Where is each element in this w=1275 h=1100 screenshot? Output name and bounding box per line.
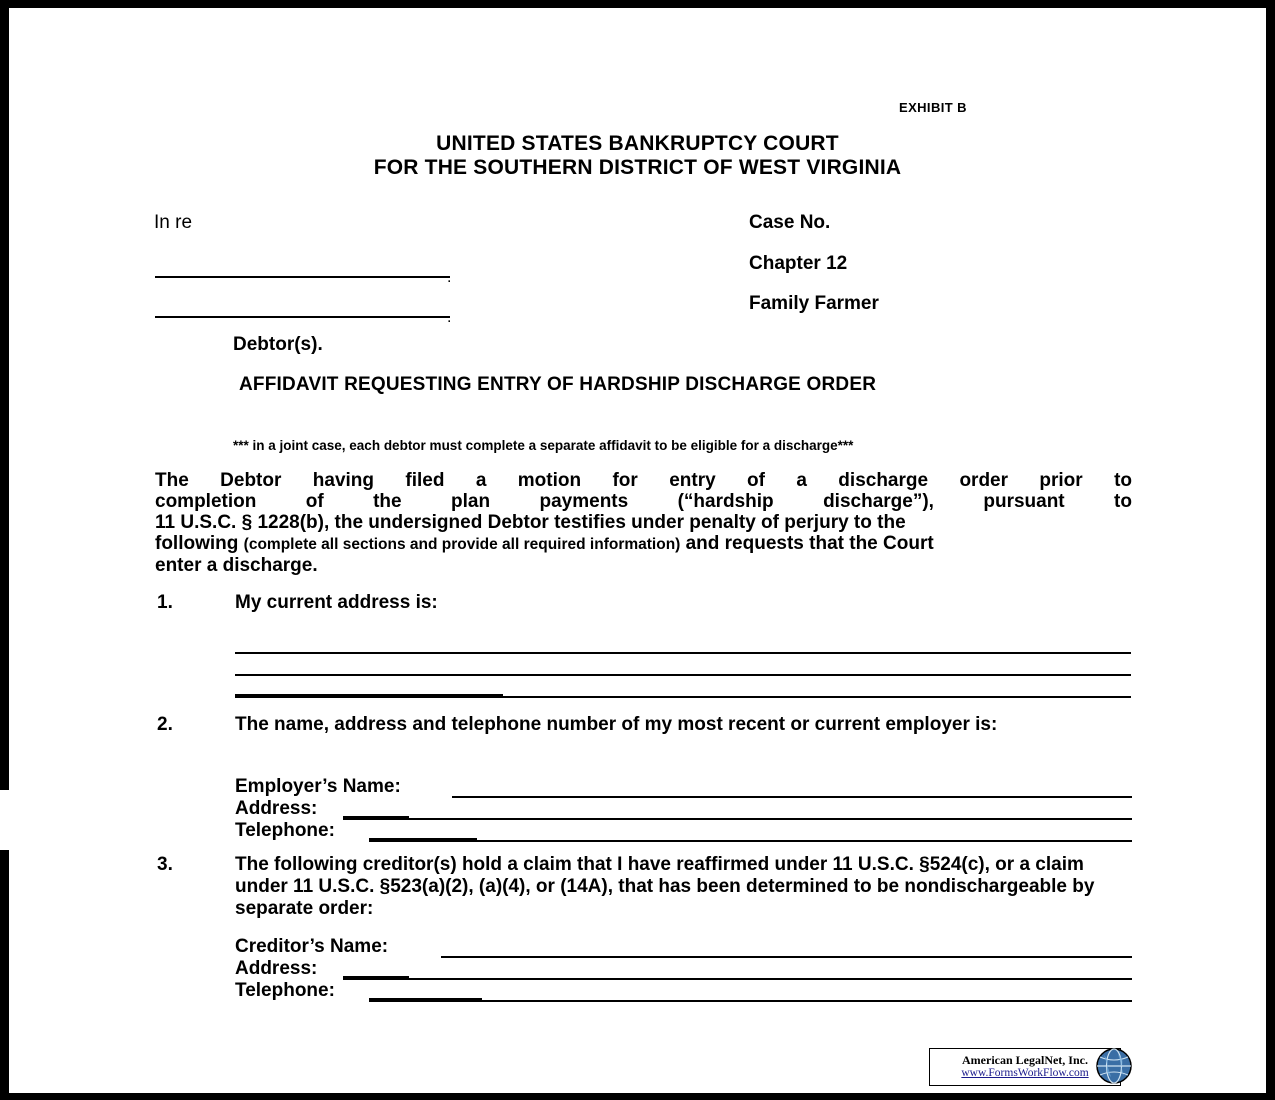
creditor-address-label: Address:	[235, 958, 318, 979]
creditor-telephone-input-overstrike	[369, 998, 482, 1001]
vendor-name: American LegalNet, Inc.	[962, 1053, 1088, 1067]
employer-telephone-input[interactable]	[369, 840, 1132, 842]
intro-line-1: The Debtor having filed a motion for entry of a discharge order prior to	[155, 470, 1132, 491]
scan-edge-left	[0, 0, 9, 1100]
employer-address-input-overstrike	[343, 816, 409, 819]
employer-address-label: Address:	[235, 798, 318, 819]
exhibit-label: EXHIBIT B	[899, 100, 967, 115]
intro-line-4-pre: following	[155, 533, 244, 554]
creditor-address-input[interactable]	[343, 978, 1132, 980]
item-1-number: 1.	[157, 592, 173, 613]
item-3-text: The following creditor(s) hold a claim that I have reaffirmed under 11 U.S.C. §524(c), or a claim under 11 U.S.C. §523(a)(2), (a)(4), or (14A), that has been determined to be nondischargeable by separate order:	[235, 854, 1095, 919]
creditor-telephone-input[interactable]	[369, 1000, 1132, 1002]
creditor-telephone-label: Telephone:	[235, 980, 335, 1001]
scan-edge-left-gap	[0, 790, 9, 850]
employer-name-label: Employer’s Name:	[235, 776, 401, 797]
item-1-address-line-2[interactable]	[235, 674, 1131, 676]
item-1-text: My current address is:	[235, 592, 438, 613]
court-heading-line1: UNITED STATES BANKRUPTCY COURT	[436, 132, 839, 155]
debtor-name-line-1[interactable]	[155, 276, 450, 278]
debtor-name-line-2[interactable]	[155, 316, 450, 318]
court-heading	[9, 132, 1266, 180]
employer-address-input[interactable]	[343, 818, 1132, 820]
chapter-label: Chapter 12	[749, 253, 848, 274]
intro-line-4-post: and requests that the Court	[680, 533, 934, 554]
item-2-text: The name, address and telephone number of my most recent or current employer is:	[235, 714, 998, 735]
form-sheet	[9, 8, 1266, 1093]
joint-case-note: *** in a joint case, each debtor must complete a separate affidavit to be eligible for a discharge***	[233, 438, 854, 453]
intro-line-4	[155, 533, 1132, 555]
creditor-name-input[interactable]	[441, 956, 1132, 958]
intro-line-2: completion of the plan payments (“hardship discharge”), pursuant to	[155, 491, 1132, 512]
form-title: AFFIDAVIT REQUESTING ENTRY OF HARDSHIP DISCHARGE ORDER	[239, 374, 877, 395]
scan-edge-right	[1266, 0, 1275, 1100]
case-number-label: Case No.	[749, 212, 831, 233]
creditor-address-input-overstrike	[343, 976, 409, 979]
court-heading-line2: FOR THE SOUTHERN DISTRICT OF WEST VIRGINIA	[373, 156, 902, 179]
debtor-name-line-2-punct: .	[447, 309, 452, 326]
employer-telephone-input-overstrike	[369, 838, 477, 841]
item-3-number: 3.	[157, 854, 173, 875]
debtors-label: Debtor(s).	[233, 334, 323, 355]
employer-telephone-label: Telephone:	[235, 820, 335, 841]
creditor-name-label: Creditor’s Name:	[235, 936, 389, 957]
item-2-number: 2.	[157, 714, 173, 735]
intro-paragraph	[155, 470, 1132, 576]
vendor-stamp	[929, 1048, 1121, 1086]
item-1-address-line-3-overstrike	[235, 694, 503, 697]
vendor-website[interactable]: www.FormsWorkFlow.com	[961, 1067, 1089, 1079]
globe-icon	[1094, 1046, 1134, 1086]
intro-line-5: enter a discharge.	[155, 555, 318, 576]
item-1-address-line-1[interactable]	[235, 652, 1131, 654]
intro-line-3: 11 U.S.C. § 1228(b), the undersigned Debtor testifies under penalty of perjury to the	[155, 512, 906, 533]
scan-edge-bottom	[0, 1093, 1275, 1100]
employer-name-input[interactable]	[452, 796, 1132, 798]
debtor-name-line-1-punct: .	[447, 269, 452, 286]
scan-edge-top	[0, 0, 1275, 8]
in-re-label: In re	[154, 212, 193, 233]
intro-line-4-parenthetical: (complete all sections and provide all required information)	[243, 536, 681, 553]
family-farmer-label: Family Farmer	[749, 293, 879, 314]
